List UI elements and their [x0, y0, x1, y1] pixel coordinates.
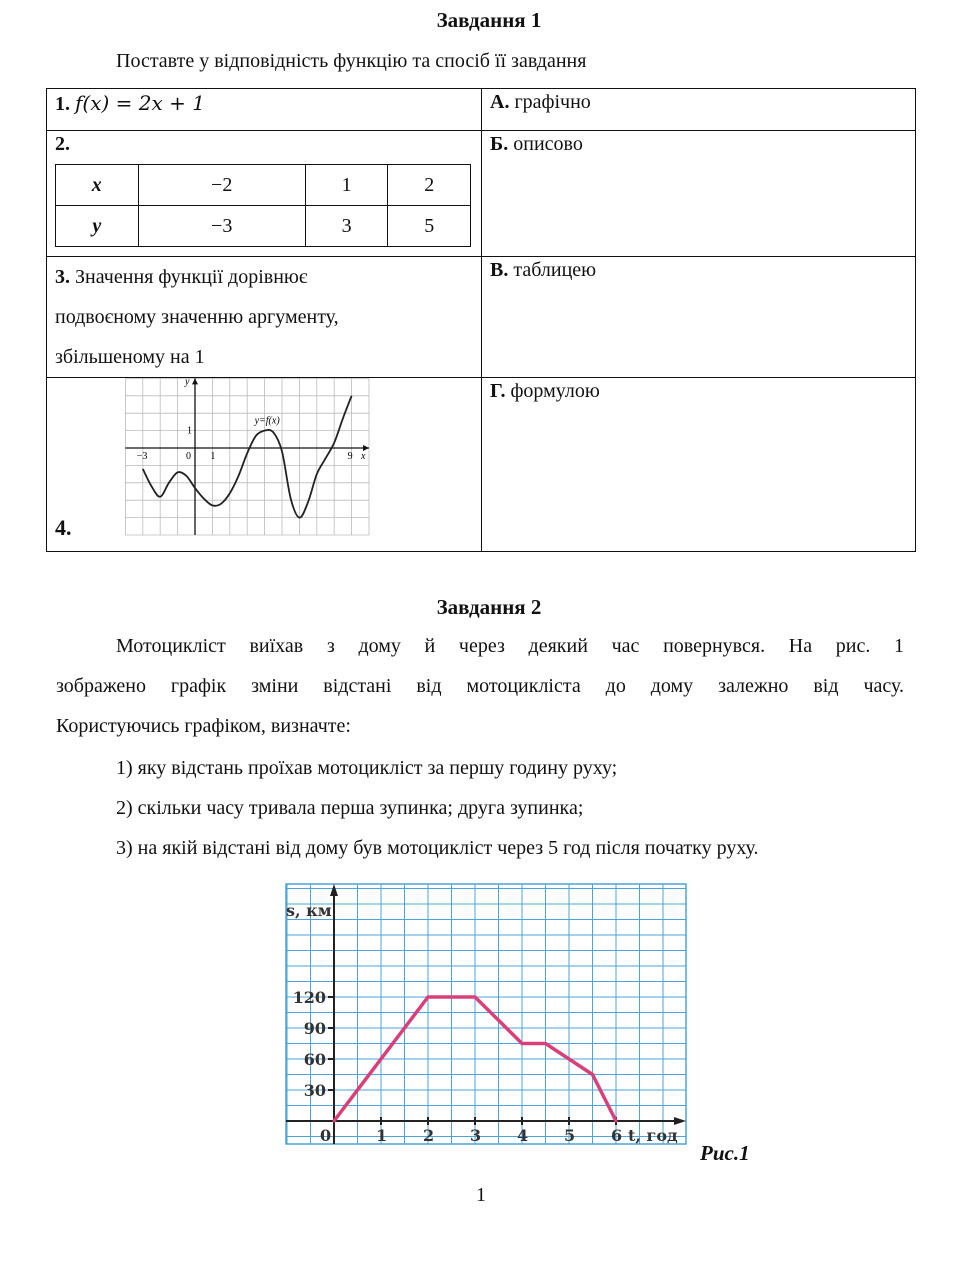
left-item-1 — [47, 89, 482, 131]
item-letter: Б. — [490, 133, 509, 155]
tick-label: 5 — [564, 1126, 576, 1145]
item-letter: В. — [490, 259, 509, 281]
left-item-4 — [47, 378, 482, 552]
task1-title: Завдання 1 — [436, 8, 542, 32]
tick-label: −3 — [136, 451, 148, 462]
item-text: формулою — [510, 380, 600, 402]
curve-label: y=f(x) — [254, 415, 280, 427]
tick-label: 30 — [303, 1081, 326, 1100]
tick-label: 1 — [210, 451, 216, 462]
description-line: Значення функції дорівнює — [75, 266, 308, 288]
task1-instruction: Поставте у відповідність функцію та спосіб її завдання — [116, 50, 587, 72]
table-cell: 3 — [305, 206, 388, 247]
data-point — [615, 1120, 618, 1123]
function-graph — [77, 378, 377, 538]
item-letter: Г. — [490, 380, 506, 402]
tick-label: 90 — [303, 1019, 326, 1038]
tick-label: 1 — [376, 1126, 388, 1145]
task2-para-line: зображено графік зміни відстані від мотоцикліста до дому залежно від часу. — [56, 675, 904, 697]
table-cell: y — [56, 206, 139, 247]
axis-label: x — [361, 451, 366, 462]
data-point — [427, 996, 430, 999]
tick-label: 4 — [517, 1126, 529, 1145]
table-cell: 5 — [388, 206, 471, 247]
tick-label: 60 — [303, 1050, 326, 1069]
item-text: описово — [513, 133, 583, 155]
description-line: подвоєному значенню аргументу, — [55, 306, 339, 328]
data-point — [474, 996, 477, 999]
table-cell: −3 — [138, 206, 305, 247]
data-point — [521, 1042, 524, 1045]
y-axis-arrow — [192, 378, 198, 384]
item-number: 4. — [55, 515, 72, 540]
tick-label: 0 — [186, 451, 191, 462]
left-item-3 — [47, 257, 482, 378]
page-number: 1 — [476, 1184, 486, 1206]
description-line: збільшеному на 1 — [55, 346, 205, 368]
tick-label: 1 — [187, 425, 192, 437]
table-cell: 2 — [388, 165, 471, 206]
tick-label: 9 — [347, 451, 353, 462]
data-point — [591, 1073, 594, 1076]
question-3: 3) на якій відстані від дому був мотоцикліст через 5 год після початку руху. — [116, 837, 759, 859]
right-item-b — [482, 131, 916, 257]
axis-label: t, год — [628, 1126, 678, 1145]
right-item-g — [482, 378, 916, 552]
item-number: 1. — [55, 93, 70, 115]
matching-table — [46, 88, 916, 552]
table-cell: −2 — [138, 165, 305, 206]
axis-label: s, км — [286, 901, 332, 920]
task2-para-line: Мотоцикліст виїхав з дому й через деякий час повернувся. На рис. 1 — [116, 635, 904, 657]
tick-label: 120 — [292, 988, 326, 1007]
data-point — [544, 1042, 547, 1045]
question-2: 2) скільки часу тривала перша зупинка; друга зупинка; — [116, 797, 584, 819]
table-cell: 1 — [305, 165, 388, 206]
values-table — [55, 164, 471, 247]
formula: f(x) = 2x + 1 — [75, 91, 205, 115]
table-row — [56, 206, 471, 247]
tick-label: 0 — [320, 1126, 332, 1145]
item-text: таблицею — [513, 259, 597, 281]
item-number: 2. — [55, 133, 70, 155]
item-number: 3. — [55, 266, 70, 288]
left-item-2 — [47, 131, 482, 257]
right-item-a — [482, 89, 916, 131]
item-text: графічно — [514, 91, 591, 113]
table-cell: x — [56, 165, 139, 206]
table-row — [56, 165, 471, 206]
figure-caption: Рис.1 — [700, 1141, 750, 1165]
task2-title: Завдання 2 — [436, 595, 542, 619]
tick-label: 6 — [611, 1126, 623, 1145]
axis-label: y — [185, 378, 190, 388]
item-letter: А. — [490, 91, 510, 113]
tick-label: 3 — [470, 1126, 482, 1145]
data-point — [333, 1120, 336, 1123]
question-1: 1) яку відстань проїхав мотоцикліст за першу годину руху; — [116, 757, 618, 779]
right-item-v — [482, 257, 916, 378]
task2-para-line: Користуючись графіком, визначте: — [56, 715, 351, 737]
tick-label: 2 — [423, 1126, 435, 1145]
distance-time-chart — [262, 878, 702, 1153]
